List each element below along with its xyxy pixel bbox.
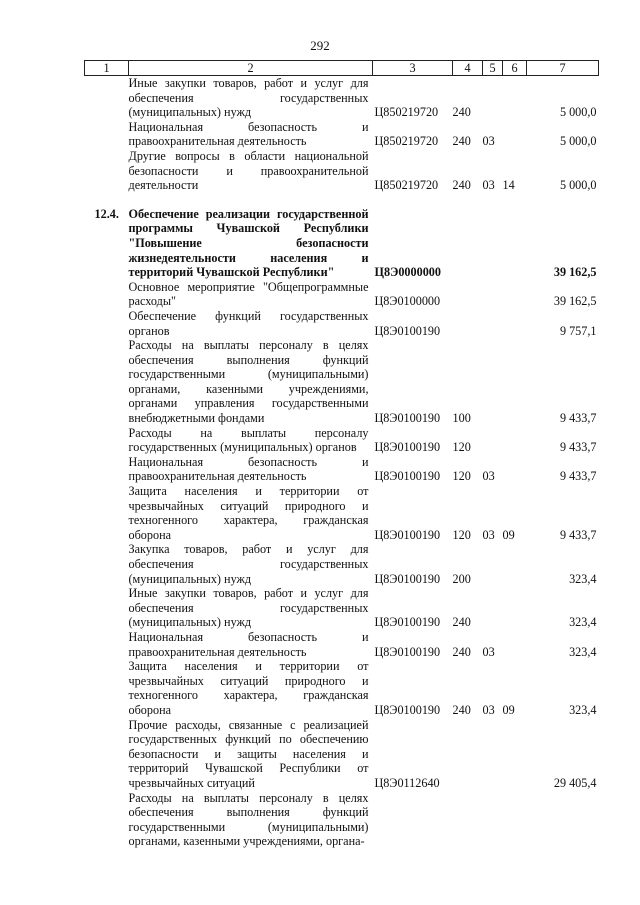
section-code	[483, 426, 503, 455]
target-article-code: Ц850219720	[374, 134, 439, 149]
target-article-code: Ц8Э0100190	[374, 571, 441, 586]
subsection-code	[503, 586, 527, 630]
table-row	[85, 718, 599, 791]
section-code: 03	[482, 469, 495, 484]
subsection-code	[503, 455, 527, 484]
target-article-code: Ц850219720	[374, 178, 439, 193]
row-number	[85, 586, 129, 630]
amount: 5 000,0	[559, 134, 597, 149]
column-header: 3	[373, 61, 453, 76]
target-article-code: Ц8Э0100190	[374, 411, 441, 426]
section-code	[483, 280, 503, 309]
row-number	[85, 426, 129, 455]
table-row	[85, 426, 599, 455]
target-article-code: Ц8Э0100190	[374, 527, 441, 542]
row-description: Прочие расходы, связанные с реализацией государственных функций по обеспечению безопасности и защиты населения и территорий Чувашской Республики от чрезвычайных ситуаций	[128, 717, 369, 790]
subsection-code: 09	[502, 702, 515, 717]
amount: 9 433,7	[559, 411, 597, 426]
target-article-code: Ц8Э0000000	[374, 265, 441, 280]
table-row	[85, 484, 599, 542]
section-code	[483, 338, 503, 426]
subsection-code	[503, 718, 527, 791]
amount: 323,4	[569, 571, 597, 586]
row-description: Национальная безопасность и правоохранительная деятельность	[128, 119, 369, 149]
expense-type-code	[453, 791, 483, 849]
column-header: 2	[129, 61, 373, 76]
row-description: Иные закупки товаров, работ и услуг для обеспечения государственных (муниципальных) нужд	[128, 586, 369, 630]
budget-table	[84, 60, 599, 849]
row-description: Защита населения и территории от чрезвычайных ситуаций природного и техногенного характера, гражданская оборона	[128, 659, 369, 717]
row-number	[85, 149, 129, 193]
target-article-code: Ц850219720	[374, 105, 439, 120]
amount: 323,4	[569, 615, 597, 630]
table-row	[85, 791, 599, 849]
table-row	[85, 207, 599, 280]
amount: 9 433,7	[559, 469, 597, 484]
amount: 9 757,1	[559, 323, 597, 338]
subsection-code	[503, 120, 527, 149]
expense-type-code: 240	[452, 702, 471, 717]
section-code	[483, 207, 503, 280]
target-article-code: Ц8Э0112640	[374, 775, 440, 790]
expense-type-code	[453, 280, 483, 309]
row-number	[85, 542, 129, 586]
section-code: 03	[482, 702, 495, 717]
row-description: Основное мероприятие "Общепрограммные расходы"	[128, 279, 369, 309]
section-code	[483, 542, 503, 586]
table-row	[85, 586, 599, 630]
expense-type-code: 240	[452, 134, 471, 149]
column-header: 1	[85, 61, 129, 76]
target-article-code: Ц8Э0100190	[374, 440, 441, 455]
row-number	[85, 791, 129, 849]
section-code	[483, 718, 503, 791]
row-description: Иные закупки товаров, работ и услуг для обеспечения государственных (муниципальных) нужд	[128, 76, 369, 120]
amount: 323,4	[569, 702, 597, 717]
expense-type-code: 200	[452, 571, 471, 586]
subsection-code	[503, 280, 527, 309]
column-header: 7	[527, 61, 599, 76]
table-row	[85, 149, 599, 193]
row-number	[85, 76, 129, 120]
row-number: 12.4.	[94, 206, 119, 221]
row-number	[85, 455, 129, 484]
row-number	[85, 630, 129, 659]
row-number	[85, 718, 129, 791]
table-row	[85, 309, 599, 338]
amount: 9 433,7	[559, 440, 597, 455]
table-row	[85, 630, 599, 659]
subsection-code	[503, 309, 527, 338]
row-number	[85, 484, 129, 542]
row-description: Национальная безопасность и правоохранительная деятельность	[128, 454, 369, 484]
amount: 5 000,0	[559, 178, 597, 193]
section-code	[483, 791, 503, 849]
row-description: Другие вопросы в области национальной безопасности и правоохранительной деятельности	[128, 148, 369, 193]
section-code	[483, 76, 503, 120]
expense-type-code: 240	[452, 178, 471, 193]
section-code: 03	[482, 134, 495, 149]
section-code: 03	[482, 527, 495, 542]
expense-type-code: 120	[452, 440, 471, 455]
row-number	[85, 659, 129, 717]
target-article-code: Ц8Э0100190	[374, 615, 441, 630]
expense-type-code: 240	[452, 105, 471, 120]
row-description: Расходы на выплаты персоналу в целях обеспечения выполнения функций государственными (муниципальными) органами, казенными учреждениями, органа-	[128, 790, 369, 849]
subsection-code: 09	[502, 527, 515, 542]
target-article-code: Ц8Э0100190	[374, 644, 441, 659]
amount: 323,4	[569, 644, 597, 659]
row-number	[85, 309, 129, 338]
amount: 29 405,4	[553, 775, 597, 790]
table-row	[85, 76, 599, 120]
row-description: Расходы на выплаты персоналу в целях обеспечения выполнения функций государственными (муниципальными) органами, казенными учреждениями, органами управления государственными внебюджетными фондами	[128, 338, 369, 426]
column-header: 5	[483, 61, 503, 76]
target-article-code: Ц8Э0100190	[374, 702, 441, 717]
subsection-code	[503, 207, 527, 280]
subsection-code	[503, 630, 527, 659]
subsection-code	[503, 426, 527, 455]
table-row	[85, 455, 599, 484]
expense-type-code: 100	[452, 411, 471, 426]
amount: 9 433,7	[559, 527, 597, 542]
row-number	[85, 338, 129, 426]
expense-type-code	[453, 309, 483, 338]
section-spacer	[85, 193, 599, 207]
row-description: Обеспечение функций государственных органов	[128, 308, 369, 338]
column-header-row	[85, 61, 599, 76]
table-row	[85, 659, 599, 717]
subsection-code: 14	[502, 178, 515, 193]
target-article-code: Ц8Э0100190	[374, 469, 441, 484]
row-description: Расходы на выплаты персоналу государственных (муниципальных) органов	[128, 425, 369, 455]
expense-type-code: 120	[452, 469, 471, 484]
amount: 39 162,5	[553, 265, 597, 280]
table-row	[85, 338, 599, 426]
expense-type-code	[453, 207, 483, 280]
subsection-code	[503, 542, 527, 586]
row-number	[85, 120, 129, 149]
section-code	[483, 309, 503, 338]
row-description: Обеспечение реализации государственной программы Чувашской Республики "Повышение безопасности жизнедеятельности населения и территорий Чувашской Республики"	[128, 206, 369, 280]
row-number	[85, 280, 129, 309]
row-description: Закупка товаров, работ и услуг для обеспечения государственных (муниципальных) нужд	[128, 542, 369, 586]
amount: 5 000,0	[559, 105, 597, 120]
section-code: 03	[482, 178, 495, 193]
column-header: 6	[503, 61, 527, 76]
page-number: 292	[310, 38, 330, 53]
expense-type-code: 240	[452, 644, 471, 659]
subsection-code	[503, 791, 527, 849]
subsection-code	[503, 76, 527, 120]
table-row	[85, 542, 599, 586]
section-code: 03	[482, 644, 495, 659]
row-description: Национальная безопасность и правоохранительная деятельность	[128, 629, 369, 659]
target-article-code	[373, 791, 453, 849]
subsection-code	[503, 338, 527, 426]
table-row	[85, 120, 599, 149]
expense-type-code: 120	[452, 527, 471, 542]
table-row	[85, 280, 599, 309]
amount	[527, 791, 599, 849]
target-article-code: Ц8Э0100000	[374, 294, 441, 309]
expense-type-code	[453, 718, 483, 791]
column-header: 4	[453, 61, 483, 76]
row-description: Защита населения и территории от чрезвычайных ситуаций природного и техногенного характера, гражданская оборона	[128, 484, 369, 542]
amount: 39 162,5	[553, 294, 597, 309]
section-code	[483, 586, 503, 630]
expense-type-code: 240	[452, 615, 471, 630]
target-article-code: Ц8Э0100190	[374, 323, 441, 338]
